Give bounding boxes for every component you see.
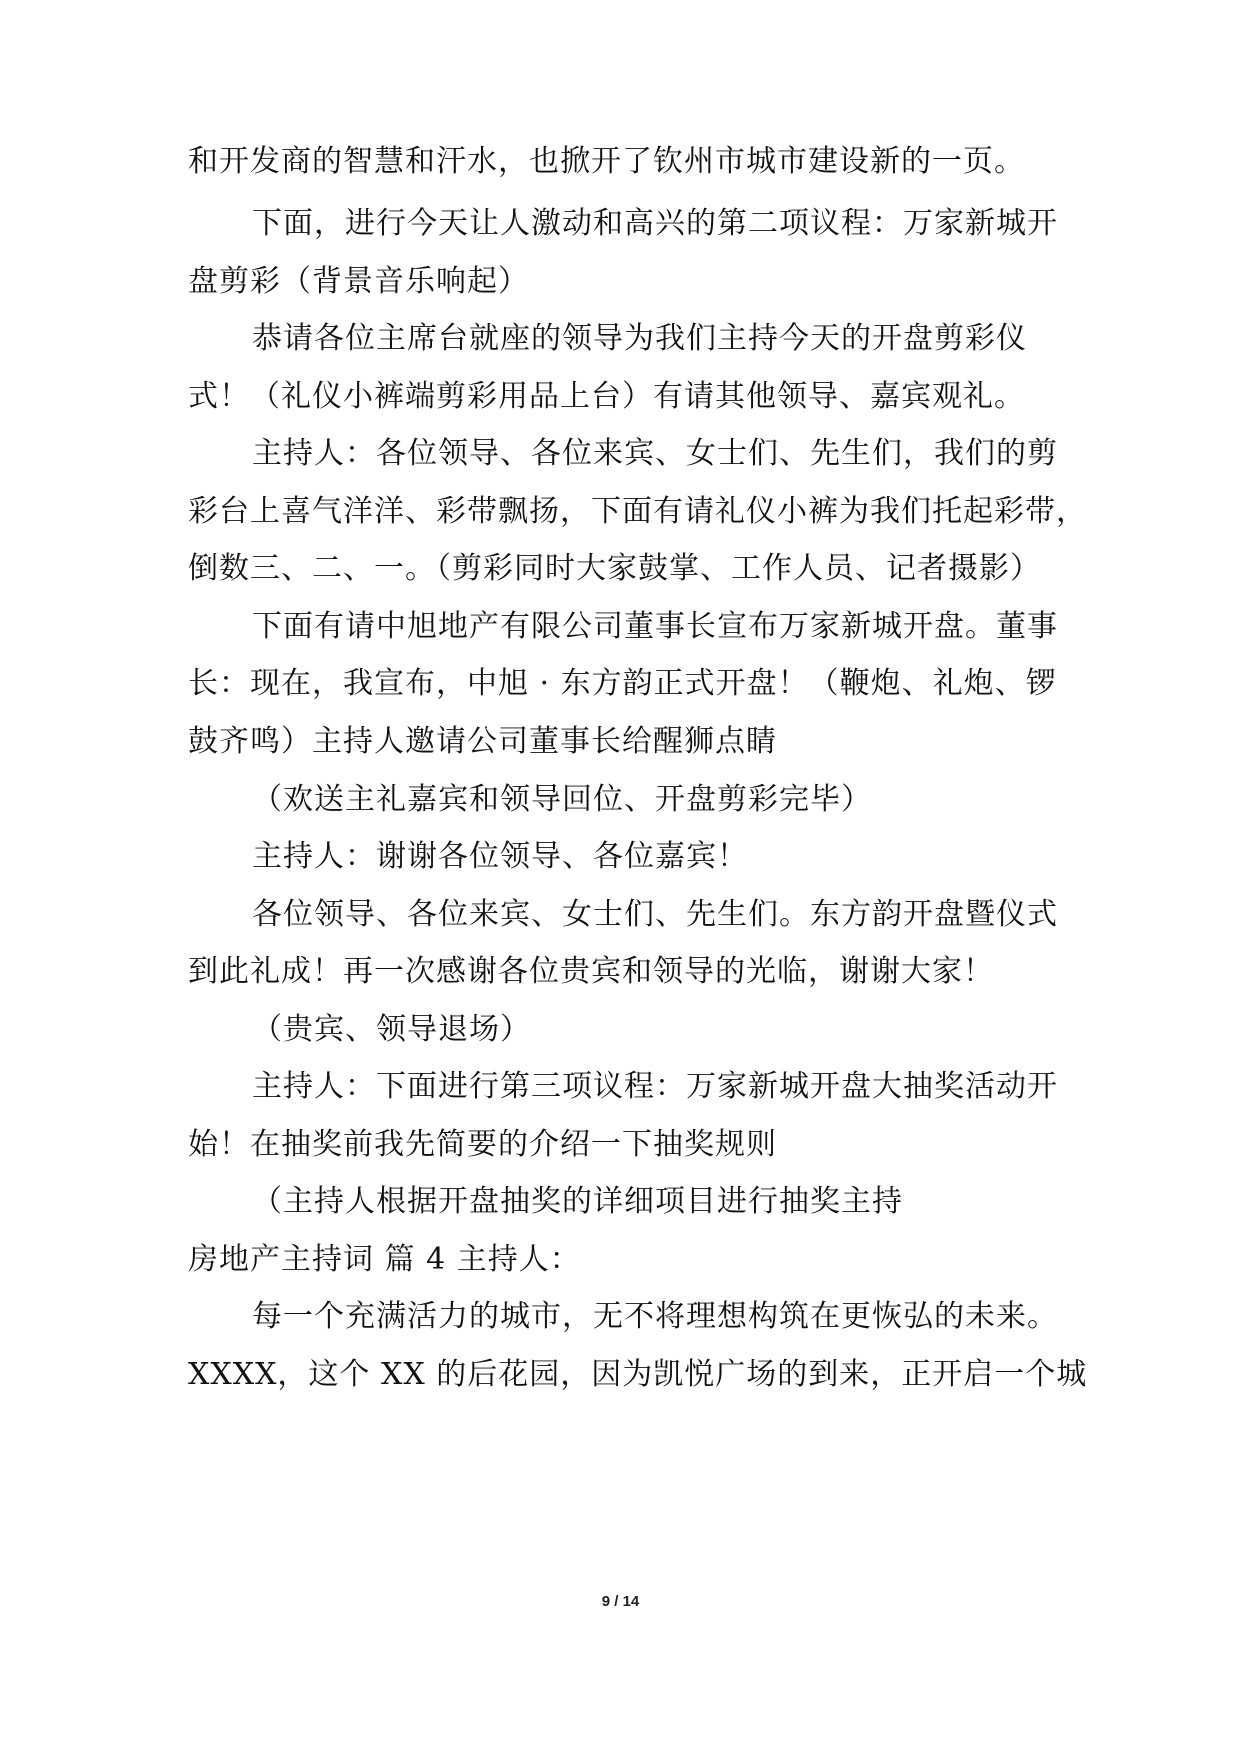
text-line: XXXX，这个 XX 的后花园，因为凯悦广场的到来，正开启一个城: [188, 1357, 1088, 1392]
text-line: （欢送主礼嘉宾和领导回位、开盘剪彩完毕）: [252, 782, 872, 817]
text-line: 各位领导、各位来宾、女士们、先生们。东方韵开盘暨仪式: [252, 897, 1058, 932]
text-line: 到此礼成！再一次感谢各位贵宾和领导的光临，谢谢大家！: [188, 954, 994, 989]
text-line: 彩台上喜气洋洋、彩带飘扬，下面有请礼仪小裤为我们托起彩带，: [188, 494, 1087, 529]
section-heading: 房地产主持词 篇 4 主持人：: [188, 1242, 581, 1277]
text-line: 下面，进行今天让人激动和高兴的第二项议程：万家新城开: [252, 206, 1058, 241]
text-line: 始！在抽奖前我先简要的介绍一下抽奖规则: [188, 1127, 777, 1162]
text-line: 主持人：各位领导、各位来宾、女士们、先生们，我们的剪: [252, 436, 1058, 471]
text-line: 倒数三、二、一。（剪彩同时大家鼓掌、工作人员、记者摄影）: [188, 551, 1041, 586]
text-line: 主持人：谢谢各位领导、各位嘉宾！: [252, 839, 748, 874]
text-line: 盘剪彩（背景音乐响起）: [188, 264, 529, 299]
text-line: 鼓齐鸣）主持人邀请公司董事长给醒狮点睛: [188, 724, 777, 759]
text-line: 和开发商的智慧和汗水，也掀开了钦州市城市建设新的一页。: [188, 144, 1025, 179]
page-number: 9 / 14: [601, 1593, 640, 1610]
text-line: （主持人根据开盘抽奖的详细项目进行抽奖主持: [252, 1184, 903, 1219]
text-line: 恭请各位主席台就座的领导为我们主持今天的开盘剪彩仪: [252, 321, 1027, 356]
text-line: （贵宾、领导退场）: [252, 1012, 531, 1047]
text-line: 每一个充满活力的城市，无不将理想构筑在更恢弘的未来。: [252, 1299, 1058, 1334]
text-line: 下面有请中旭地产有限公司董事长宣布万家新城开盘。董事: [252, 609, 1058, 644]
text-line: 式！（礼仪小裤端剪彩用品上台）有请其他领导、嘉宾观礼。: [188, 379, 1025, 414]
text-line: 主持人：下面进行第三项议程：万家新城开盘大抽奖活动开: [252, 1069, 1058, 1104]
text-line: 长：现在，我宣布，中旭 · 东方韵正式开盘！（鞭炮、礼炮、锣: [188, 666, 1057, 701]
